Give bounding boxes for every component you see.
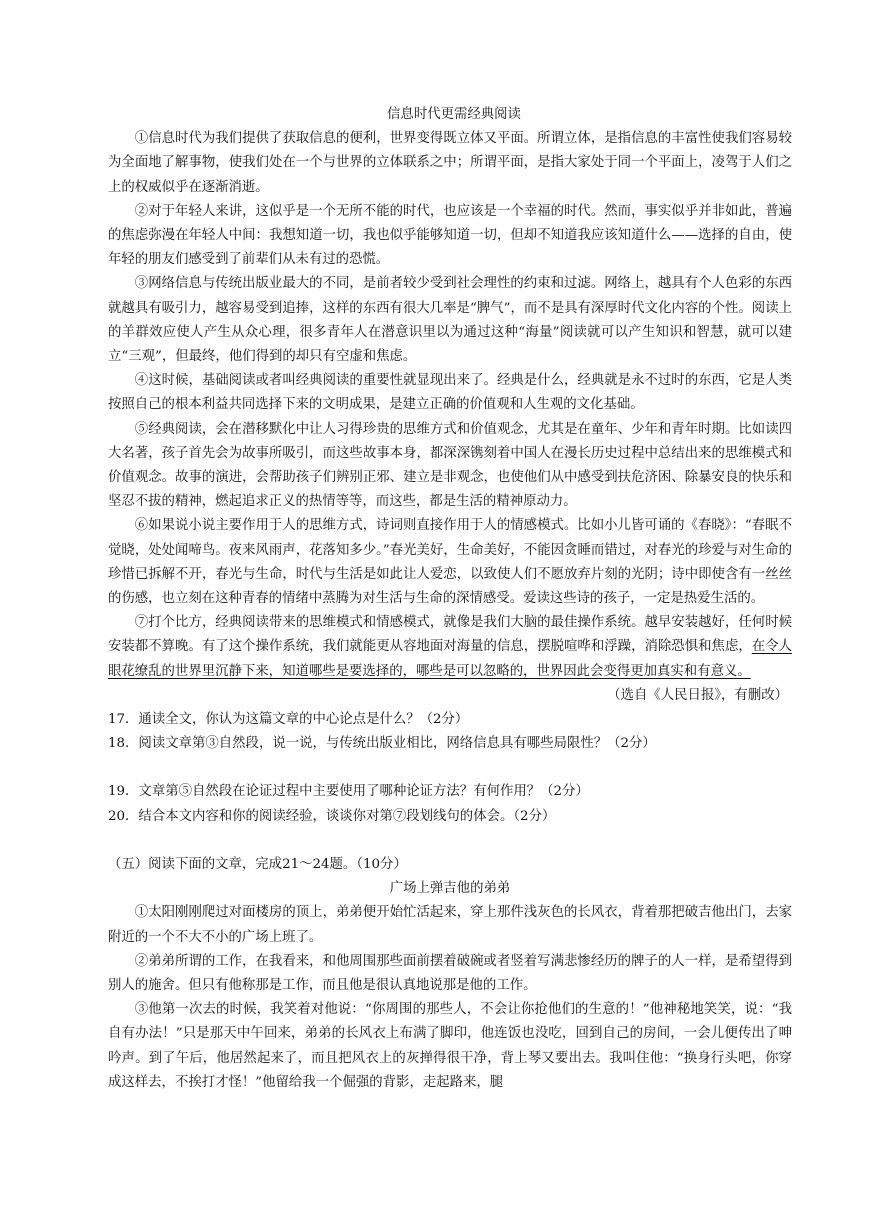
story-title: 广场上弹吉他的弟弟 [389, 881, 511, 897]
story-paragraph-2: ②弟弟所谓的工作，在我看来，和他周围那些面前摆着破碗或者竖着写满悲惨经历的牌子的人一样，是希望得到别人的施舍。但只有他称那是工作，而且他是很认真地说那是他的工作。 [108, 953, 792, 993]
question-20: 20．结合本文内容和你的阅读经验，谈谈你对第⑦段划线句的体会。（2分） [108, 808, 556, 824]
article-paragraph-3: ③网络信息与传统出版业最大的不同，是前者较少受到社会理性的约束和过滤。网络上，越具有个人色彩的东西就越具有吸引力，越容易受到追捧，这样的东西有很大几率是“脾气”，而不是具有深厚时代文化内容的个性。阅读上的羊群效应使人产生从众心理，很多青年人在潜意识里以为通过这种“海量”阅读就可以产生知识和智慧，就可以建立“三观”，但最终，他们得到的却只有空虚和焦虑。 [108, 276, 792, 365]
article-paragraph-6: ⑥如果说小说主要作用于人的思维方式，诗词则直接作用于人的情感模式。比如小儿皆可诵的《春晓》：“春眠不觉晓，处处闻啼鸟。夜来风雨声，花落知多少。”春光美好，生命美好，不能因贪睡而错过，对春光的珍爱与对生命的珍惜已拆解不开，春光与生命，时代与生活是如此让人爱恋，以致使人们不愿放弃片刻的光阴；诗中即使含有一丝丝的伤感，也立刻在这种青春的情绪中蒸腾为对生活与生命的深情感受。爱读这些诗的孩子，一定是热爱生活的。 [108, 518, 792, 607]
question-18: 18．阅读文章第③自然段，说一说，与传统出版业相比，网络信息具有哪些局限性？（2分） [108, 736, 656, 752]
section-heading: （五）阅读下面的文章，完成21～24题。（10分） [108, 856, 407, 872]
article-paragraph-7 [108, 611, 792, 684]
article-title: 信息时代更需经典阅读 [387, 107, 521, 122]
article-paragraph-2: ②对于年轻人来讲，这似乎是一个无所不能的时代，也应该是一个幸福的时代。然而，事实似乎并非如此，普遍的焦虑弥漫在年轻人中间：我想知道一切，我也似乎能够知道一切，但却不知道我应该知道什么——选择的自由，使年轻的朋友们感受到了前辈们从未有过的恐慌。 [108, 203, 792, 268]
answer-space [108, 756, 792, 780]
story-paragraph-1: ①太阳刚刚爬过对面楼房的顶上，弟弟便开始忙活起来，穿上那件浅灰色的长风衣，背着那把破吉他出门，去家附近的一个不大不小的广场上班了。 [108, 905, 792, 945]
document-page [108, 103, 792, 1095]
question-19: 19．文章第⑤自然段在论证过程中主要使用了哪种论证方法？有何作用？（2分） [108, 784, 589, 800]
paragraph-7-text: ⑦打个比方，经典阅读带来的思维模式和情感模式，就像是我们大脑的最佳操作系统。越早安装越好，任何时候安装都不算晚。有了这个操作系统，我们就能更从容地面对海量的信息，摆脱喧哗和浮躁，消除恐惧和焦虑， [108, 615, 792, 655]
underlined-sentence: 在令人眼花缭乱的世界里沉静下来，知道哪些是要选择的，哪些是可以忽略的，世界因此会变得更加真实和有意义。 [108, 639, 792, 679]
article-paragraph-5: ⑤经典阅读，会在潜移默化中让人习得珍贵的思维方式和价值观念，尤其是在童年、少年和青年时期。比如读四大名著，孩子首先会为故事所吸引，而这些故事本身，都深深镌刻着中国人在漫长历史过程中总结出来的思维模式和价值观念。故事的演进，会帮助孩子们辨别正邪、建立是非观念，也使他们从中感受到扶危济困、除暴安良的快乐和坚忍不拔的精神，燃起追求正义的热情等等，而这些，都是生活的精神原动力。 [108, 421, 792, 510]
article-source: （选自《人民日报》，有删改） [607, 687, 788, 703]
question-17: 17．通读全文，你认为这篇文章的中心论点是什么？（2分） [108, 712, 469, 728]
article-paragraph-4: ④这时候，基础阅读或者叫经典阅读的重要性就显现出来了。经典是什么，经典就是永不过时的东西，它是人类按照自己的根本利益共同选择下来的文明成果，是建立正确的价值观和人生观的文化基础。 [108, 373, 792, 413]
answer-space [108, 829, 792, 853]
article-paragraph-1: ①信息时代为我们提供了获取信息的便利，世界变得既立体又平面。所谓立体，是指信息的丰富性使我们容易较为全面地了解事物，使我们处在一个与世界的立体联系之中；所谓平面，是指大家处于同一个平面上，凌驾于人们之上的权威似乎在逐渐消逝。 [108, 131, 792, 195]
story-paragraph-3: ③他第一次去的时候，我笑着对他说：“你周围的那些人，不会让你抢他们的生意的！”他神秘地笑笑，说：“我自有办法！”只是那天中午回来，弟弟的长风衣上布满了脚印，他连饭也没吃，回到自己的房间，一会儿便传出了呻吟声。到了午后，他居然起来了，而且把风衣上的灰掸得很干净，背上琴又要出去。我叫住他：“换身行头吧，你穿成这样去，不挨打才怪！”他留给我一个倔强的背影，走起路来，腿 [108, 1002, 792, 1090]
